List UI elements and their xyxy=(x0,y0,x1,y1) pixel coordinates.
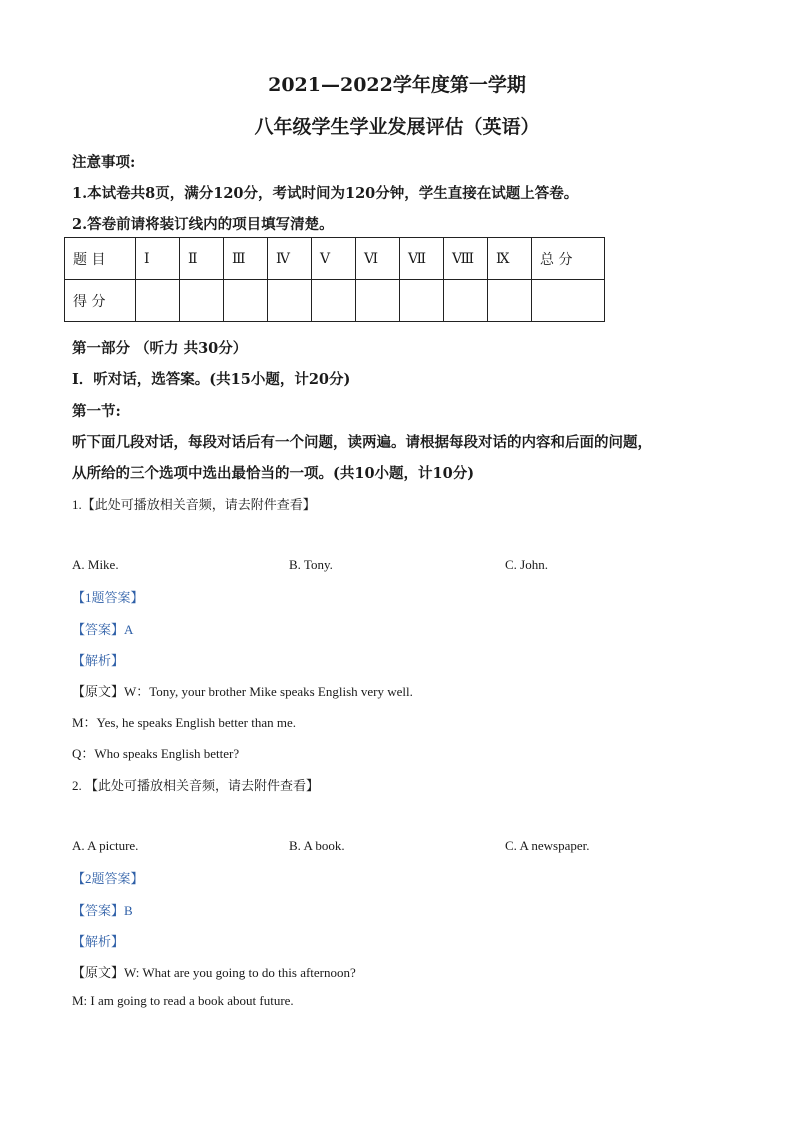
score-row-label: 得 分 xyxy=(65,280,136,322)
score-table-header-row xyxy=(65,238,605,280)
score-table-label: 题 目 xyxy=(65,238,136,280)
exam-subtitle: 八年级学生学业发展评估（英语） xyxy=(254,116,540,138)
instruction-line-1: 听下面几段对话，每段对话后有一个问题，读两遍。请根据每段对话的内容和后面的问题， xyxy=(72,434,652,451)
question-2-answer: 【答案】B xyxy=(72,903,133,918)
score-cell xyxy=(312,280,356,322)
score-cell xyxy=(400,280,444,322)
question-2-transcript-1: 【原文】W: What are you going to do this afternoon? xyxy=(72,965,356,980)
question-1-option-a: A. Mike. xyxy=(72,557,119,572)
question-1-transcript-3: Q：Who speaks English better? xyxy=(72,746,240,761)
score-table-col-4: Ⅳ xyxy=(268,238,312,280)
score-table-col-8: Ⅷ xyxy=(444,238,488,280)
instruction-line-2: 从所给的三个选项中选出最恰当的一项。(共10小题，计10分) xyxy=(72,465,475,482)
score-table-col-9: Ⅸ xyxy=(488,238,532,280)
question-2-option-b: B. A book. xyxy=(289,838,345,853)
score-table-col-5: Ⅴ xyxy=(312,238,356,280)
score-table-col-2: Ⅱ xyxy=(180,238,224,280)
score-table-col-7: Ⅶ xyxy=(400,238,444,280)
score-cell xyxy=(356,280,400,322)
question-1-analysis: 【解析】 xyxy=(72,653,125,668)
score-cell xyxy=(180,280,224,322)
exam-title: 2021—2022学年度第一学期 xyxy=(268,74,526,96)
question-2-analysis: 【解析】 xyxy=(72,934,125,949)
question-2-prompt: 2. 【此处可播放相关音频，请去附件查看】 xyxy=(72,778,320,793)
score-cell xyxy=(268,280,312,322)
question-1-prompt: 1.【此处可播放相关音频，请去附件查看】 xyxy=(72,497,316,512)
score-table-total: 总 分 xyxy=(532,238,605,280)
part1-heading: 第一部分 （听力 共30分） xyxy=(72,340,248,357)
subsection-1-heading: 第一节: xyxy=(72,403,121,420)
notes-heading: 注意事项: xyxy=(72,154,136,171)
section-i-heading: I．听对话，选答案。(共15小题，计20分) xyxy=(72,371,351,388)
score-cell xyxy=(488,280,532,322)
question-2-transcript-2: M: I am going to read a book about future. xyxy=(72,993,294,1008)
score-cell-total xyxy=(532,280,605,322)
question-1-answer: 【答案】A xyxy=(72,622,134,637)
score-table-col-1: Ⅰ xyxy=(136,238,180,280)
score-cell xyxy=(444,280,488,322)
question-1-option-b: B. Tony. xyxy=(289,557,333,572)
question-1-option-c: C. John. xyxy=(505,557,548,572)
notes-line-1: 1.本试卷共8页，满分120分，考试时间为120分钟，学生直接在试题上答卷。 xyxy=(72,185,579,202)
question-2-option-c: C. A newspaper. xyxy=(505,838,590,853)
score-table-col-6: Ⅵ xyxy=(356,238,400,280)
score-table-score-row xyxy=(65,280,605,322)
score-table-col-3: Ⅲ xyxy=(224,238,268,280)
question-1-answer-tag: 【1题答案】 xyxy=(72,590,144,605)
question-1-transcript-2: M：Yes, he speaks English better than me. xyxy=(72,715,296,730)
question-2-option-a: A. A picture. xyxy=(72,838,139,853)
score-cell xyxy=(224,280,268,322)
notes-line-2: 2.答卷前请将装订线内的项目填写清楚。 xyxy=(72,216,334,233)
question-1-transcript-1: 【原文】W：Tony, your brother Mike speaks English very well. xyxy=(72,684,413,699)
score-table xyxy=(64,237,605,322)
score-cell xyxy=(136,280,180,322)
question-2-answer-tag: 【2题答案】 xyxy=(72,871,144,886)
